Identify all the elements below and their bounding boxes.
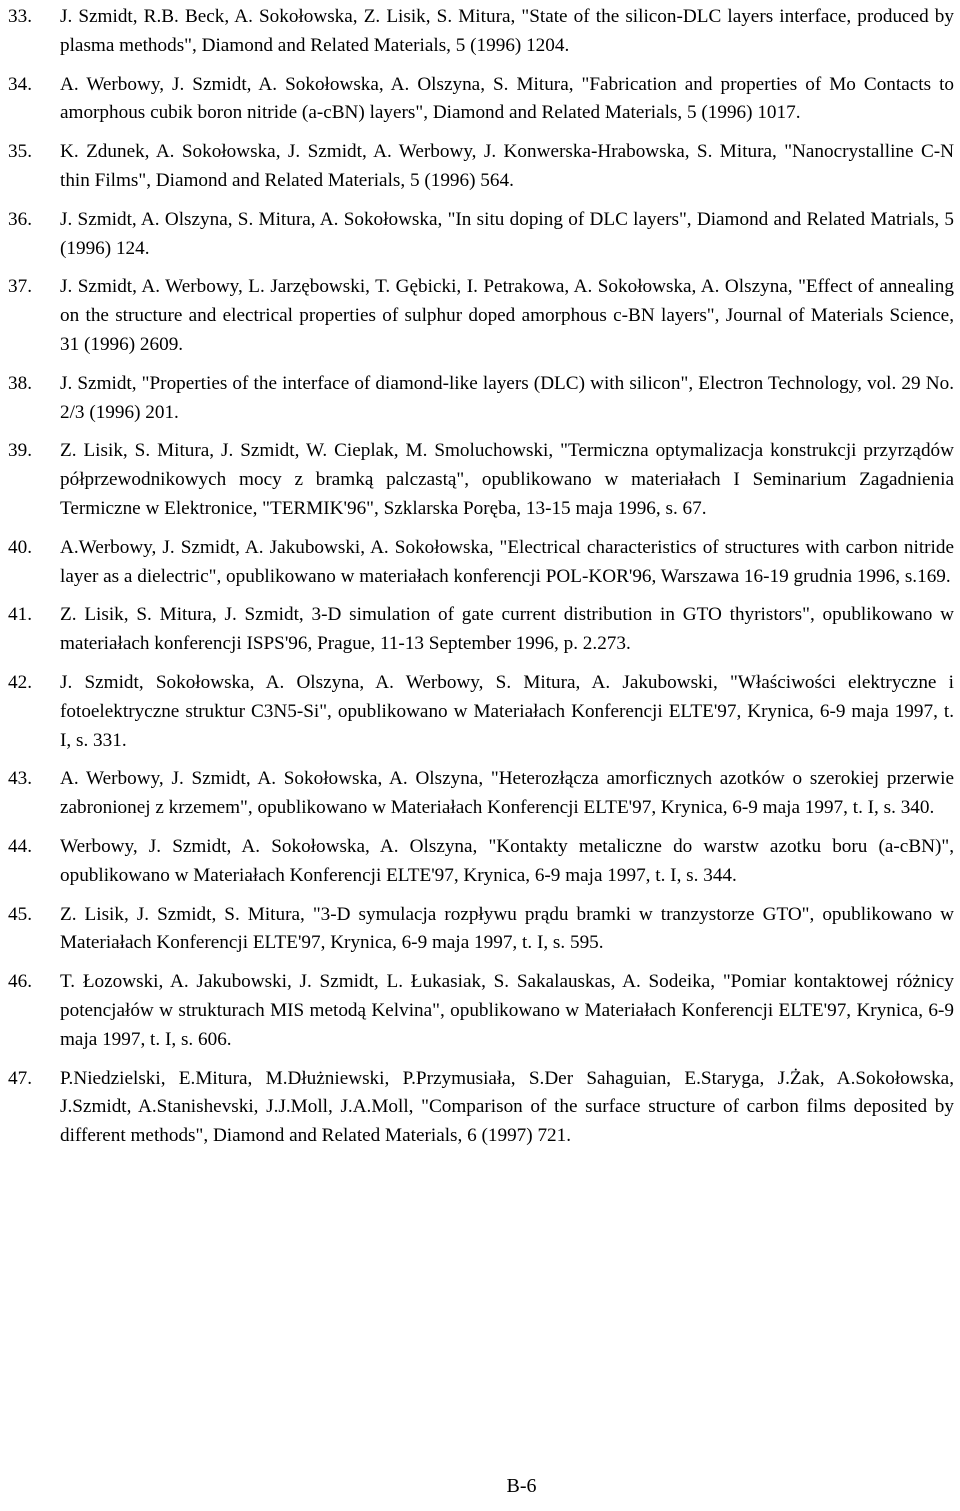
reference-text: T. Łozowski, A. Jakubowski, J. Szmidt, L. Łukasiak, S. Sakalauskas, A. Sodeika, "Pomiar kontaktowej różnicy potencjałów w strukturach MIS metodą Kelvina", opublikowano w Materiałach Konferencji ELTE'97, Krynica, 6-9 maja 1997, t. I, s. 606. bbox=[60, 971, 954, 1050]
reference-number: 38. bbox=[8, 372, 32, 394]
reference-number: 46. bbox=[8, 971, 32, 993]
reference-item bbox=[8, 273, 954, 359]
reference-number: 45. bbox=[8, 903, 32, 925]
reference-number: 34. bbox=[8, 73, 32, 95]
reference-item bbox=[8, 534, 954, 592]
reference-number: 40. bbox=[8, 536, 32, 558]
reference-text: Z. Lisik, S. Mitura, J. Szmidt, W. Cieplak, M. Smoluchowski, "Termiczna optymalizacja konstrukcji przyrządów półprzewodnikowych mocy z bramką palczastą", opublikowano w materiałach I Seminarium Zagadnienia Termiczne w Elektronice, "TERMIK'96", Szklarska Poręba, 13-15 maja 1996, s. 67. bbox=[60, 440, 954, 519]
reference-text: A. Werbowy, J. Szmidt, A. Sokołowska, A. Olszyna, "Heterozłącza amorficznych azotków o szerokiej przerwie zabronionej z krzemem", opublikowano w Materiałach Konferencji ELTE'97, Krynica, 6-9 maja 1997, t. I, s. 340. bbox=[60, 768, 954, 819]
reference-item bbox=[8, 138, 954, 196]
reference-item bbox=[8, 1065, 954, 1151]
reference-text: J. Szmidt, R.B. Beck, A. Sokołowska, Z. Lisik, S. Mitura, "State of the silicon-DLC layers interface, produced by plasma methods", Diamond and Related Materials, 5 (1996) 1204. bbox=[60, 6, 954, 56]
reference-text: Z. Lisik, J. Szmidt, S. Mitura, "3-D symulacja rozpływu prądu bramki w tranzystorze GTO", opublikowano w Materiałach Konferencji ELTE'97, Krynica, 6-9 maja 1997, t. I, s. 595. bbox=[60, 903, 954, 954]
reference-list bbox=[8, 3, 954, 1161]
reference-text: Werbowy, J. Szmidt, A. Sokołowska, A. Olszyna, "Kontakty metaliczne do warstw azotku boru (a-cBN)", opublikowano w Materiałach Konferencji ELTE'97, Krynica, 6-9 maja 1997, t. I, s. 344. bbox=[60, 835, 954, 886]
reference-number: 44. bbox=[8, 835, 32, 857]
reference-text: J. Szmidt, A. Werbowy, L. Jarzębowski, T. Gębicki, I. Petrakowa, A. Sokołowska, A. Olszyna, "Effect of annealing on the structure and electrical properties of sulphur doped amorphous c-BN layers", Journal of Materials Science, 31 (1996) 2609. bbox=[60, 276, 954, 355]
reference-text: A. Werbowy, J. Szmidt, A. Sokołowska, A. Olszyna, S. Mitura, "Fabrication and properties of Mo Contacts to amorphous cubik boron nitride (a-cBN) layers", Diamond and Related Materials, 5 (1996) 1017. bbox=[60, 73, 954, 124]
reference-item bbox=[8, 3, 954, 61]
reference-number: 37. bbox=[8, 276, 32, 298]
reference-text: Z. Lisik, S. Mitura, J. Szmidt, 3-D simulation of gate current distribution in GTO thyristors", opublikowano w materiałach konferencji ISPS'96, Prague, 11-13 September 1996, p. 2.273. bbox=[60, 604, 954, 655]
reference-number: 47. bbox=[8, 1067, 32, 1089]
reference-number: 36. bbox=[8, 208, 32, 230]
reference-number: 35. bbox=[8, 141, 32, 163]
reference-item bbox=[8, 669, 954, 755]
reference-number: 42. bbox=[8, 671, 32, 693]
reference-item bbox=[8, 968, 954, 1054]
reference-item bbox=[8, 901, 954, 959]
reference-number: 39. bbox=[8, 440, 32, 462]
reference-item bbox=[8, 206, 954, 264]
reference-item bbox=[8, 765, 954, 823]
reference-text: J. Szmidt, Sokołowska, A. Olszyna, A. Werbowy, S. Mitura, A. Jakubowski, "Właściwości elektryczne i fotoelektryczne struktur C3N5-Si", opublikowano w Materiałach Konferencji ELTE'97, Krynica, 6-9 maja 1997, t. I, s. 331. bbox=[60, 671, 954, 751]
reference-text: K. Zdunek, A. Sokołowska, J. Szmidt, A. Werbowy, J. Konwerska-Hrabowska, S. Mitura, "Nanocrystalline C-N thin Films", Diamond and Related Materials, 5 (1996) 564. bbox=[60, 141, 954, 191]
reference-item bbox=[8, 437, 954, 523]
reference-text: J. Szmidt, A. Olszyna, S. Mitura, A. Sokołowska, "In situ doping of DLC layers", Diamond and Related Matrials, 5 (1996) 124. bbox=[60, 208, 954, 259]
reference-number: 41. bbox=[8, 604, 32, 626]
reference-number: 33. bbox=[8, 6, 32, 27]
reference-item bbox=[8, 601, 954, 659]
reference-item bbox=[8, 370, 954, 428]
reference-item bbox=[8, 71, 954, 129]
reference-text: J. Szmidt, "Properties of the interface of diamond-like layers (DLC) with silicon", Electron Technology, vol. 29 No. 2/3 (1996) 201. bbox=[60, 372, 954, 423]
reference-item bbox=[8, 833, 954, 891]
reference-text: P.Niedzielski, E.Mitura, M.Dłużniewski, P.Przymusiała, S.Der Sahaguian, E.Staryga, J.Żak, A.Sokołowska, J.Szmidt, A.Stanishevski, J.J.Moll, J.A.Moll, "Comparison of the surface structure of carbon films deposited by different methods", Diamond and Related Materials, 6 (1997) 721. bbox=[60, 1067, 954, 1147]
reference-text: A.Werbowy, J. Szmidt, A. Jakubowski, A. Sokołowska, "Electrical characteristics of structures with carbon nitride layer as a dielectric", opublikowano w materiałach konferencji POL-KOR'96, Warszawa 16-19 grudnia 1996, s.169. bbox=[60, 536, 954, 587]
page-number: B-6 bbox=[506, 1475, 537, 1497]
reference-number: 43. bbox=[8, 768, 32, 790]
